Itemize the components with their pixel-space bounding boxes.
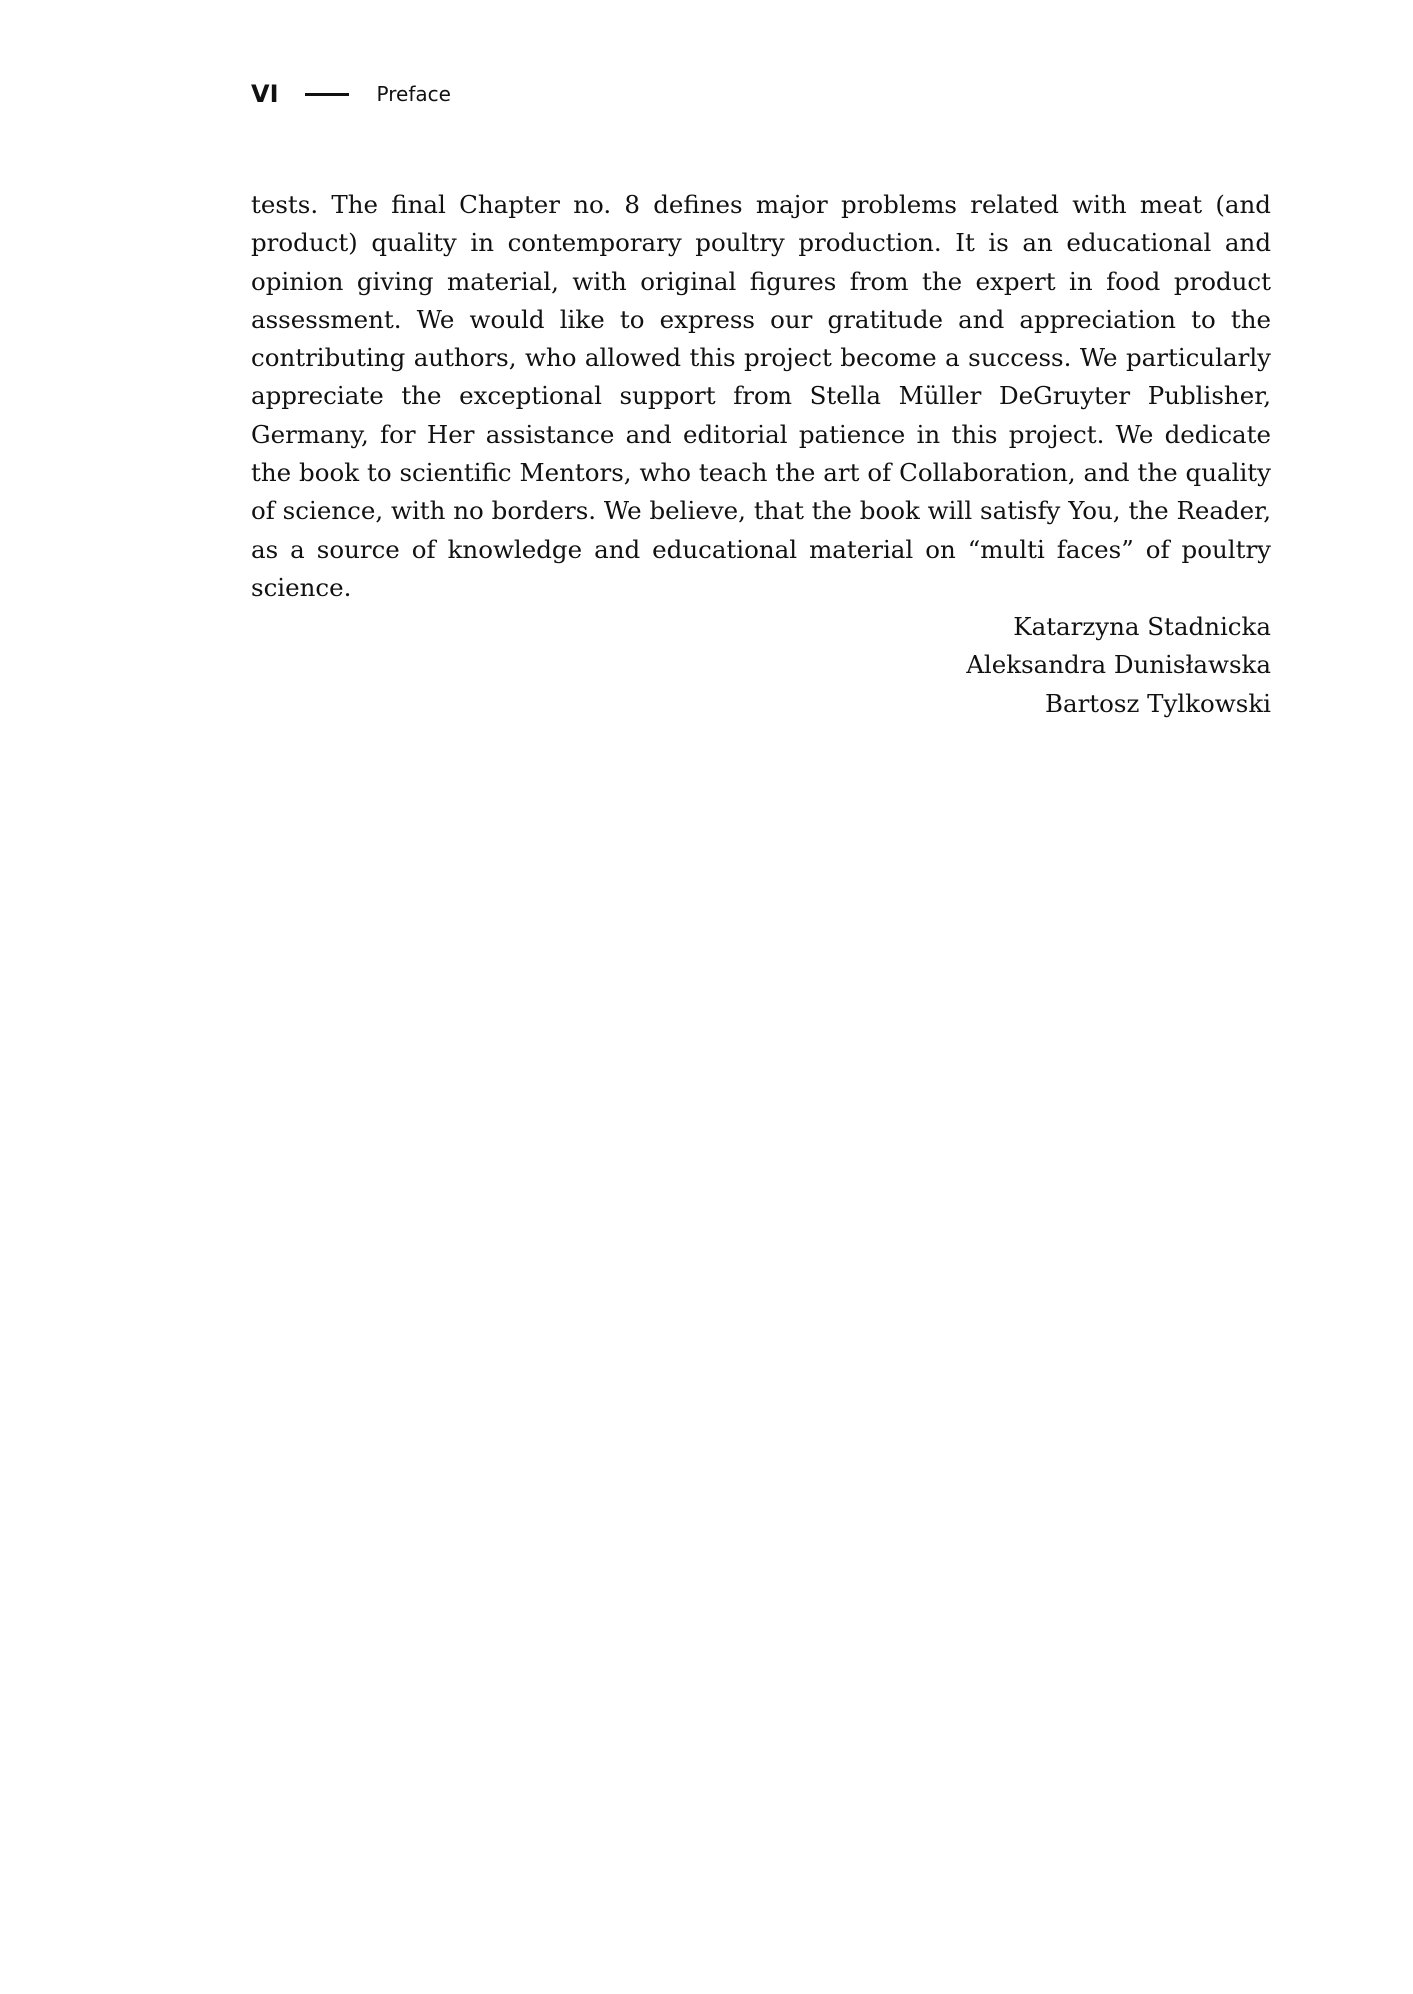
running-header xyxy=(251,76,451,112)
page-number: VI xyxy=(251,80,279,108)
preface-paragraph: tests. The final Chapter no. 8 defines major problems related with meat (and product) quality in contemporary poultry production. It is an educational and opinion giving material, with original figures from the expert in food product assessment. We would like to express our gratitude and appreciation to the contributing authors, who allowed this project become a success. We particularly appreciate the exceptional support from Stella Müller DeGruyter Publisher, Germany, for Her assistance and editorial patience in this project. We dedicate the book to scientific Mentors, who teach the art of Collaboration, and the quality of science, with no borders. We believe, that the book will satisfy You, the Reader, as a source of knowledge and educational material on “multi faces” of poultry science. xyxy=(251,190,1271,602)
section-title: Preface xyxy=(376,82,451,106)
signature-name: Aleksandra Dunisławska xyxy=(966,650,1271,680)
signature-name: Bartosz Tylkowski xyxy=(1044,688,1271,718)
signature-block xyxy=(966,608,1271,723)
header-rule xyxy=(305,93,349,96)
signature-name: Katarzyna Stadnicka xyxy=(1013,612,1271,641)
